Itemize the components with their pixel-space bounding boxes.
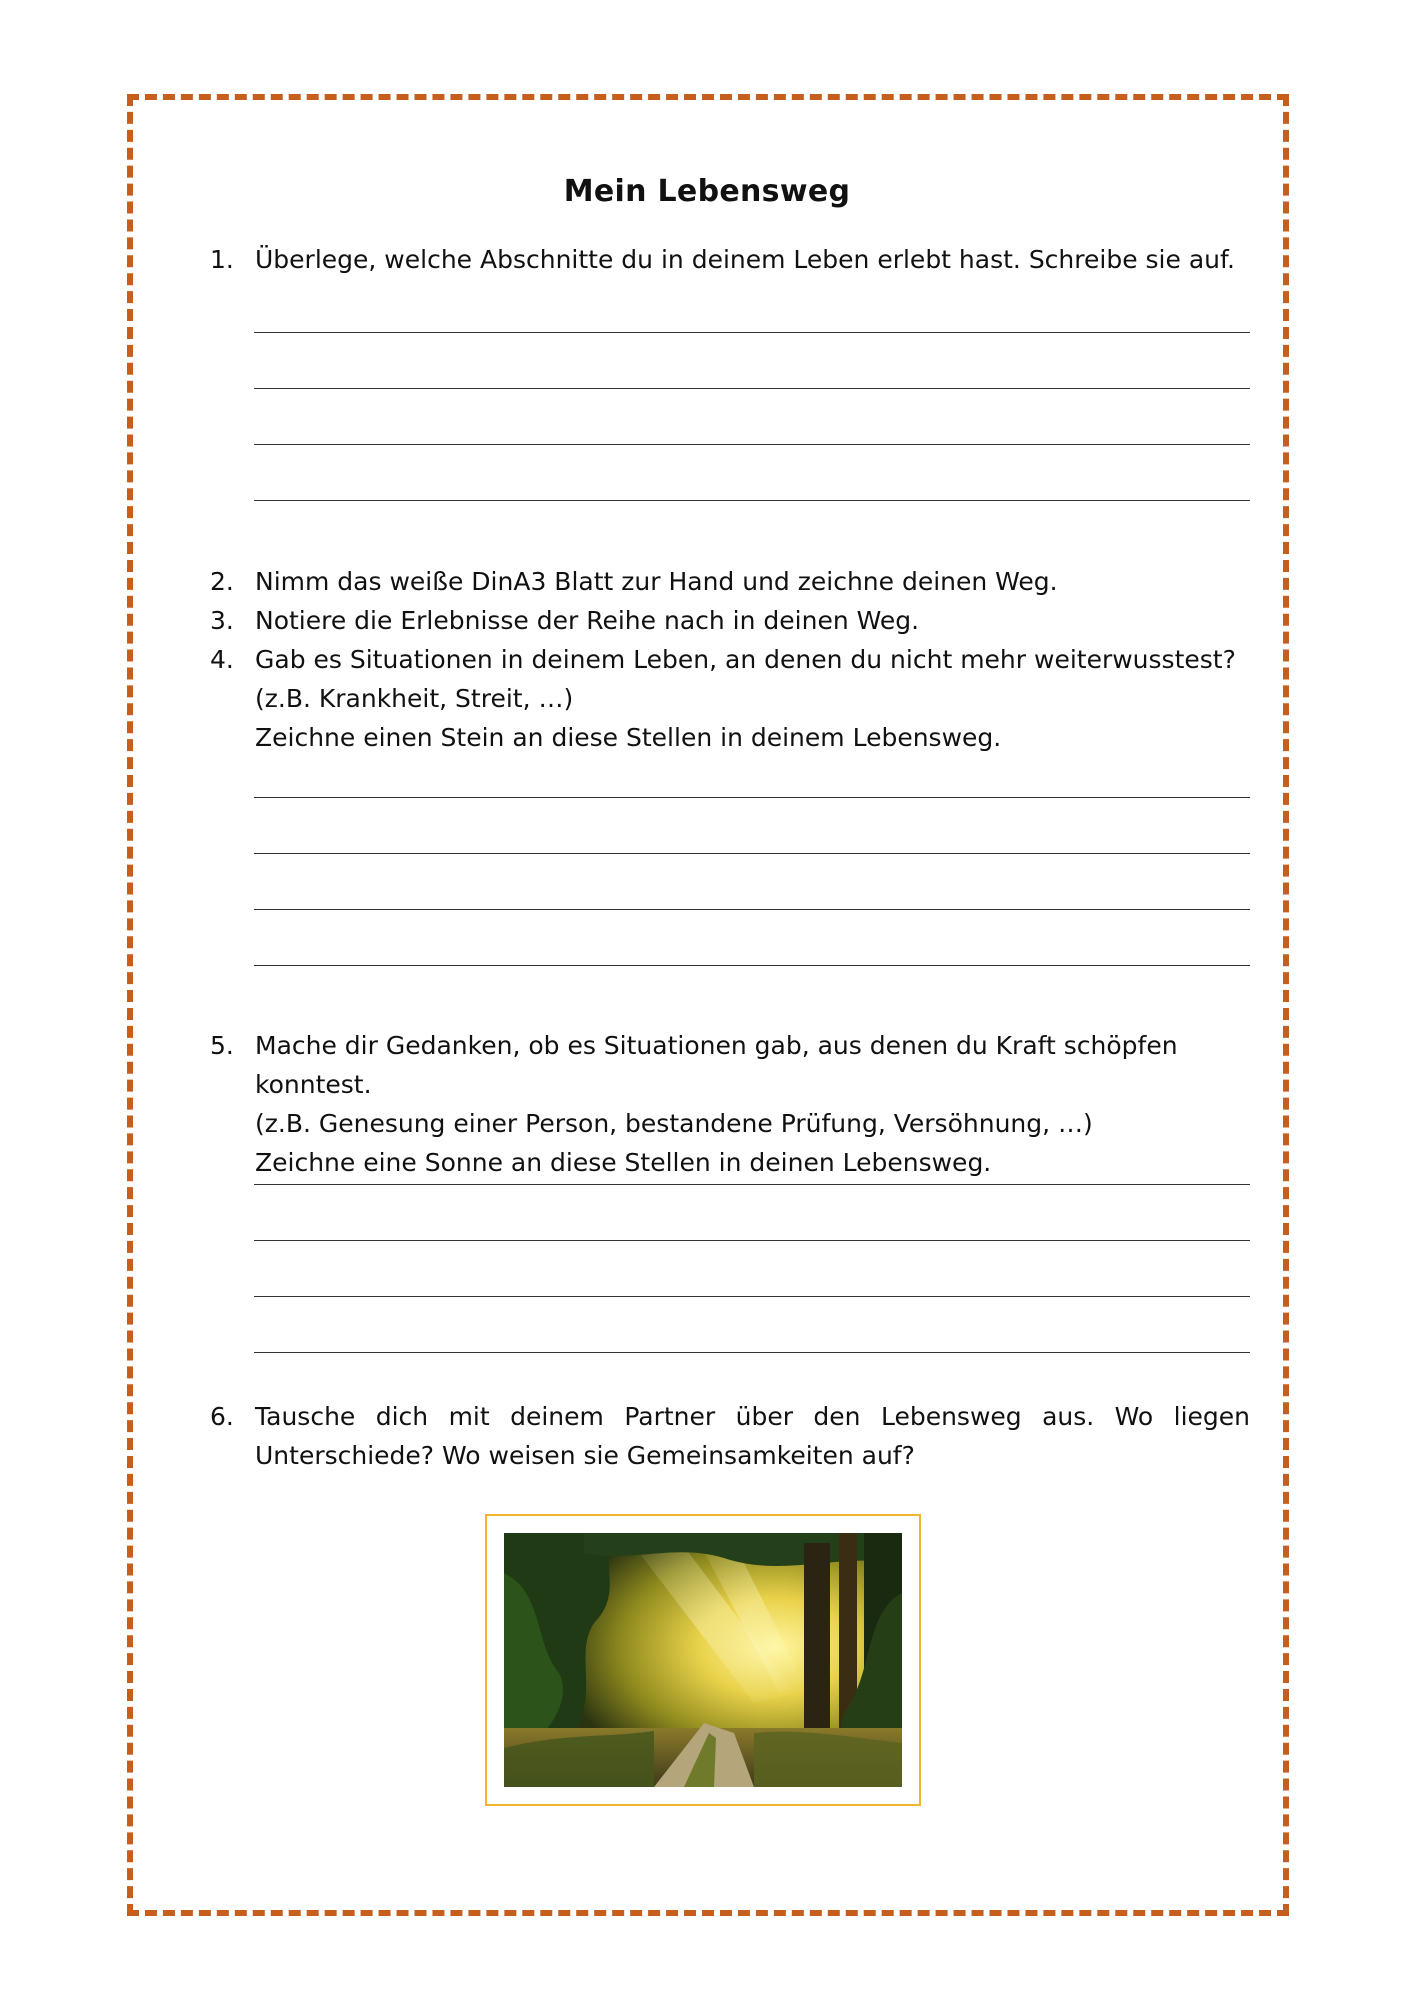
task-number: 2. bbox=[210, 567, 234, 596]
task-text: Gab es Situationen in deinem Leben, an denen du nicht mehr weiterwusstest? bbox=[255, 645, 1236, 674]
task-instruction: Zeichne einen Stein an diese Stellen in deinem Lebensweg. bbox=[255, 723, 1002, 752]
task-text: Notiere die Erlebnisse der Reihe nach in deinen Weg. bbox=[255, 606, 920, 635]
task-instruction: Zeichne eine Sonne an diese Stellen in deinen Lebensweg. bbox=[255, 1148, 992, 1177]
task-3 bbox=[210, 601, 1250, 640]
task-number: 5. bbox=[210, 1031, 234, 1060]
writing-line[interactable] bbox=[254, 909, 1250, 910]
writing-line[interactable] bbox=[254, 332, 1250, 333]
writing-line[interactable] bbox=[254, 797, 1250, 798]
writing-line[interactable] bbox=[254, 500, 1250, 501]
writing-line[interactable] bbox=[254, 1184, 1250, 1185]
writing-line[interactable] bbox=[254, 1296, 1250, 1297]
page-title: Mein Lebensweg bbox=[563, 174, 851, 209]
task-number: 3. bbox=[210, 606, 234, 635]
writing-line[interactable] bbox=[254, 1352, 1250, 1353]
task-example: (z.B. Krankheit, Streit, …) bbox=[255, 684, 574, 713]
forest-path-photo bbox=[504, 1533, 902, 1787]
task-number: 4. bbox=[210, 645, 234, 674]
task-text: Tausche dich mit deinem Partner über den Lebensweg aus. Wo liegen Unterschiede? Wo weisen sie Gemeinsamkeiten auf? bbox=[255, 1402, 1250, 1470]
task-text: Nimm das weiße DinA3 Blatt zur Hand und zeichne deinen Weg. bbox=[255, 567, 1058, 596]
photo-frame bbox=[485, 1514, 921, 1806]
writing-line[interactable] bbox=[254, 965, 1250, 966]
task-6 bbox=[210, 1397, 1250, 1475]
task-2 bbox=[210, 562, 1250, 601]
task-text: Mache dir Gedanken, ob es Situationen gab, aus denen du Kraft schöpfen konntest. bbox=[255, 1031, 1178, 1099]
writing-line[interactable] bbox=[254, 388, 1250, 389]
task-1 bbox=[210, 240, 1250, 279]
task-text: Überlege, welche Abschnitte du in deinem Leben erlebt hast. Schreibe sie auf. bbox=[255, 245, 1235, 274]
task-5 bbox=[210, 1026, 1250, 1182]
writing-line[interactable] bbox=[254, 444, 1250, 445]
task-number: 1. bbox=[210, 245, 234, 274]
task-example: (z.B. Genesung einer Person, bestandene Prüfung, Versöhnung, …) bbox=[255, 1109, 1093, 1138]
task-4 bbox=[210, 640, 1250, 757]
writing-line[interactable] bbox=[254, 1240, 1250, 1241]
task-number: 6. bbox=[210, 1402, 234, 1431]
writing-line[interactable] bbox=[254, 853, 1250, 854]
